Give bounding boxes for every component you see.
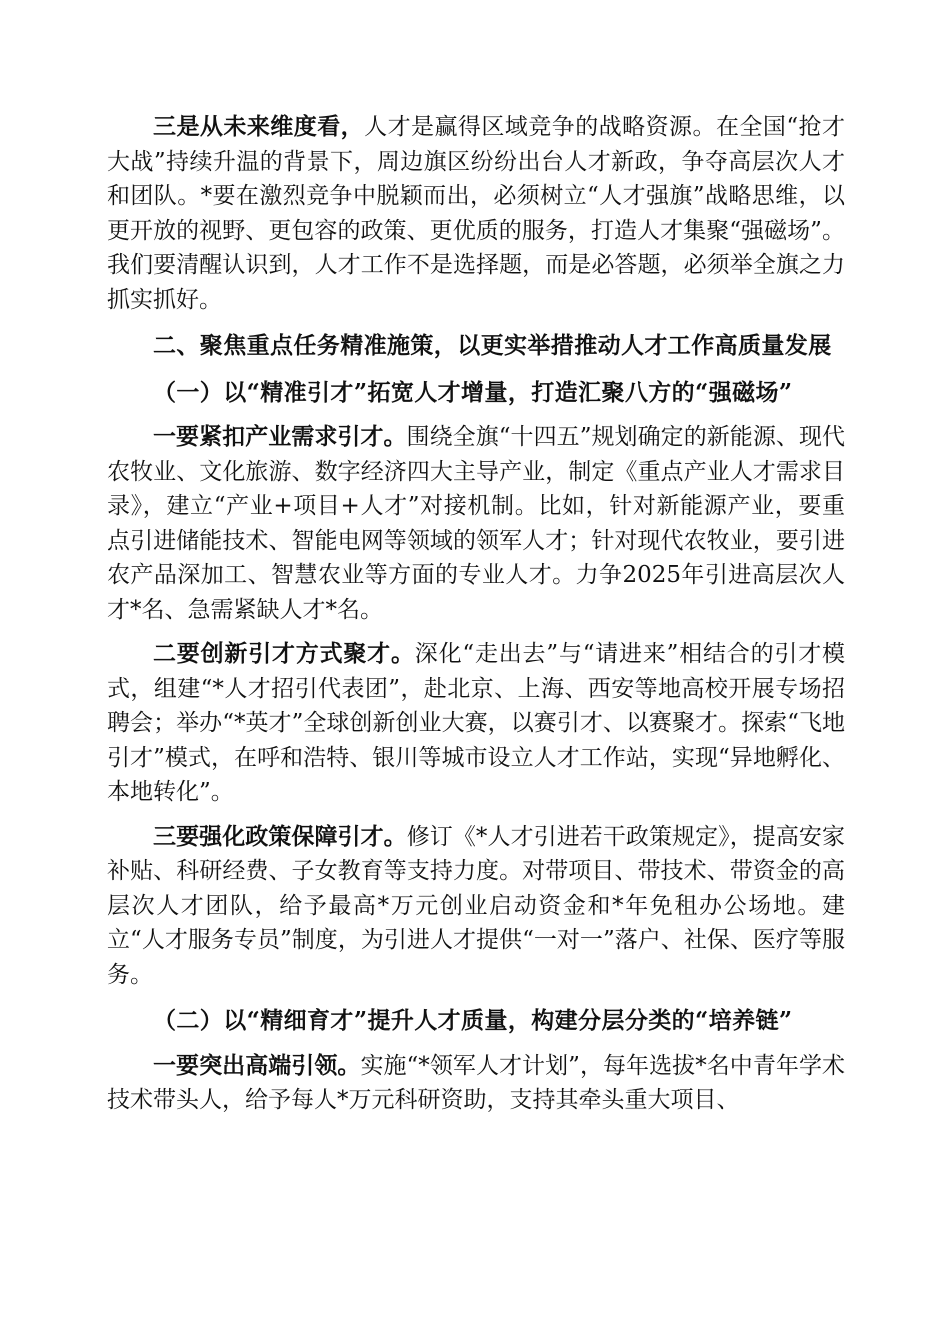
document-page	[107, 110, 845, 1118]
paragraph-policy-guarantee	[107, 820, 845, 993]
paragraph-body: 围绕全旗“十四五”规划确定的新能源、现代农牧业、文化旅游、数字经济四大主导产业，制定《重点产业人才需求目录》，建立“产业+项目+人才”对接机制。比如，针对新能源产业，要重点引进储能技术、智能电网等领域的领军人才；针对现代农牧业，要引进农产品深加工、智慧农业等方面的专业人才。力争2025年引进高层次人才*名、急需紧缺人才*名。	[107, 424, 845, 623]
paragraph-innovation-methods	[107, 637, 845, 810]
subsection-heading-1: （一）以“精准引才”拓宽人才增量，打造汇聚八方的“强磁场”	[153, 378, 793, 406]
paragraph-body: 修订《*人才引进若干政策规定》，提高安家补贴、科研经费、子女教育等支持力度。对带项目、带技术、带资金的高层次人才团队，给予最高*万元创业启动资金和*年免租办公场地。建立“人才服务专员”制度，为引进人才提供“一对一”落户、社保、医疗等服务。	[107, 823, 846, 988]
paragraph-body: 深化“走出去”与“请进来”相结合的引才模式，组建“*人才招引代表团”，赴北京、上海、西安等地高校开展专场招聘会；举办“*英才”全球创新创业大赛，以赛引才、以赛聚才。探索“飞地引才”模式，在呼和浩特、银川等城市设立人才工作站，实现“异地孵化、本地转化”。	[107, 641, 846, 805]
paragraph-lead: 三是从未来维度看，	[153, 113, 365, 140]
paragraph-lead: 一要紧扣产业需求引才。	[153, 423, 407, 450]
paragraph-future-dimension	[107, 110, 845, 317]
paragraph-lead: 一要突出高端引领。	[153, 1051, 361, 1079]
subsection-heading-2: （二）以“精细育才”提升人才质量，构建分层分类的“培养链”	[153, 1007, 793, 1034]
section-heading-2: 二、聚焦重点任务精准施策，以更实举措推动人才工作高质量发展	[153, 332, 832, 359]
paragraph-lead: 三要强化政策保障引才。	[153, 822, 407, 850]
paragraph-industry-demand	[107, 420, 845, 627]
paragraph-body: 实施“*领军人才计划”，每年选拔*名中青年学术技术带头人，给予每人*万元科研资助，支持其牵头重大项目、	[107, 1052, 845, 1113]
paragraph-high-end-leading	[107, 1049, 845, 1118]
paragraph-lead: 二要创新引才方式聚才。	[153, 640, 415, 667]
paragraph-body: 人才是赢得区域竞争的战略资源。在全国“抢才大战”持续升温的背景下，周边旗区纷纷出台人才新政，争夺高层次人才和团队。*要在激烈竞争中脱颖而出，必须树立“人才强旗”战略思维，以更开放的视野、更包容的政策、更优质的服务，打造人才集聚“强磁场”。我们要清醒认识到，人才工作不是选择题，而是必答题，必须举全旗之力抓实抓好。	[107, 114, 845, 313]
